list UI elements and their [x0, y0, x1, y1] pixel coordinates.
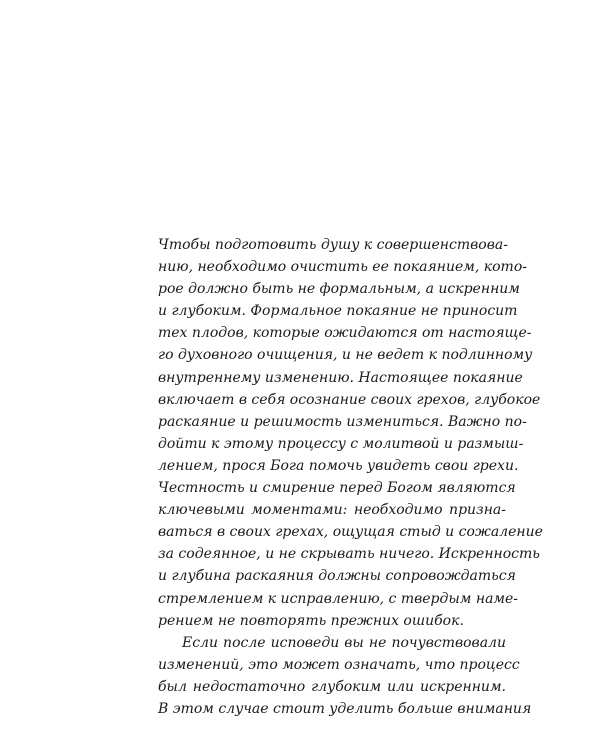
text-line: нию, необходимо очистить ее покаянием, кото-	[158, 259, 527, 276]
text-line: рое должно быть не формальным, а искренним	[158, 281, 520, 298]
text-line: изменений, это может означать, что процесс	[158, 656, 520, 673]
text-line: го духовного очищения, и не ведет к подлинному	[158, 347, 533, 364]
text-line: Чтобы подготовить душу к совершенствова-	[158, 237, 508, 253]
text-line: Если после исповеди вы не почувствовали	[182, 634, 506, 651]
text-line: рением не повторять прежних ошибок.	[158, 612, 464, 629]
text-line: Честность и смирение перед Богом являются	[158, 480, 516, 497]
text-line: внутреннему изменению. Настоящее покаяние	[158, 369, 523, 386]
text-line: ваться в своих грехах, ощущая стыд и сожаление	[158, 524, 543, 541]
text-line: ключевыми моментами: необходимо призна-	[158, 502, 506, 519]
body-text	[158, 234, 543, 720]
text-line: раскаяние и решимость измениться. Важно по-	[158, 413, 527, 430]
text-line: включает в себя осознание своих грехов, глубокое	[158, 391, 541, 408]
text-line: лением, прося Бога помочь увидеть свои грехи.	[158, 457, 519, 474]
text-line: тех плодов, которые ожидаются от настояще-	[158, 325, 532, 342]
text-line: и глубина раскаяния должны сопровождаться	[158, 568, 516, 585]
text-line: и глубоким. Формальное покаяние не приносит	[158, 303, 518, 320]
text-line: был недостаточно глубоким или искренним.	[158, 678, 506, 695]
paragraph-1	[158, 234, 543, 632]
text-line: В этом случае стоит уделить больше внимания	[158, 700, 532, 717]
text-line: дойти к этому процессу с молитвой и размыш-	[158, 435, 524, 452]
text-line: за содеянное, и не скрывать ничего. Искренность	[158, 546, 540, 563]
paragraph-2	[158, 632, 532, 720]
text-line: стремлением к исправлению, с твердым наме-	[158, 590, 519, 607]
